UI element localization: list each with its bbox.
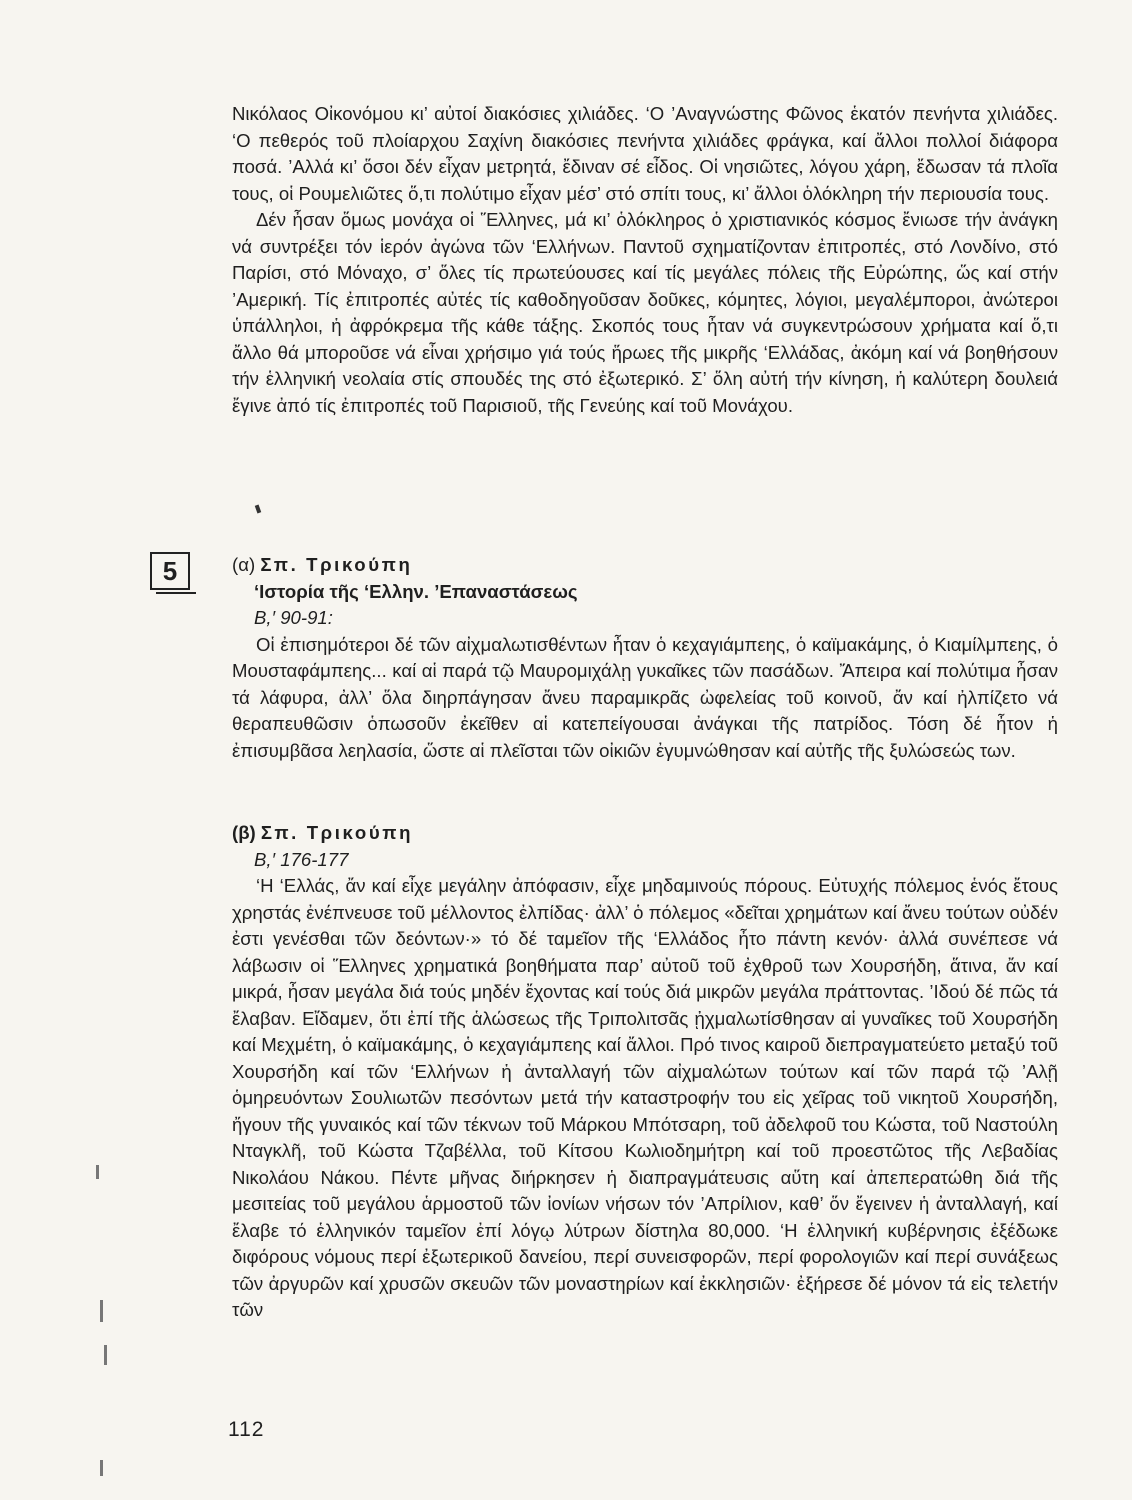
source-b-marker: (β) <box>232 822 256 843</box>
source-a-text: Οἱ ἐπισημότεροι δέ τῶν αἰχμαλωτισθέντων ἦταν ὁ κεχαγιάμπεης, ὁ καϊμακάμης, ὁ Κιαμίλμπεης, ὁ Μουσταφάμπεης... καί αἱ παρά τῷ Μαυρομιχάλῃ γυκαῖκες τῶν πασάδων. Ἄπειρα καί πολύτιμα ἦσαν τά λάφυρα, ἀλλ’ ὅλα διηρπάγησαν ἄνευ παραμικρᾶς ὠφελείας τοῦ κοινοῦ, ἄν καί ἠλπίζετο νά θεραπευθῶσιν ὁπωσοῦν ἐκεῖθεν αἱ κατεπείγουσαι ἀνάγκαι τῆς πατρίδος. Τόση δέ ἦτον ἡ ἐπισυμβᾶσα λεηλασία, ὥστε αἱ πλεῖσται τῶν οἰκιῶν ἐγυμνώθησαν καί αὐτῆς τῆς ξυλώσεώς των. <box>232 633 1058 761</box>
source-b-ref: Β,′ 176-177 <box>254 848 349 870</box>
intro-section <box>232 101 1058 419</box>
source-a-heading <box>232 552 1058 579</box>
source-a-marker: (α) <box>232 554 256 575</box>
source-b-text: ‘Η ‘Ελλάς, ἄν καί εἶχε μεγάλην ἀπόφασιν, εἶχε μηδαμινούς πόρους. Εὐτυχής πόλεμος ἑνός ἔτους χρηστάς ἐνέπνευσε τοῦ μέλλοντος ἐλπίδας· ἀλλ’ ὁ πόλεμος «δεῖται χρημάτων καί ἄνευ τούτων οὐδέν ἐστι γενέσθαι τῶν δεόντων·» τό δέ ταμεῖον τῆς ‘Ελλάδος ἦτο πάντη κενόν· ἀλλά συνέπεσε νά λάβωσιν οἱ Ἕλληνες χρηματικά βοηθήματα παρ’ αὐτοῦ τοῦ ἐχθροῦ των Χουρσήδη, ἅτινα, ἄν καί μικρά, ἦσαν μεγάλα διά τούς μηδέν ἔχοντας καί τούς διά μικρῶν μεγάλα πράττοντας. ’Ιδού δέ πῶς τά ἔλαβαν. Εἴδαμεν, ὅτι ἐπί τῆς ἁλώσεως τῆς Τριπολιτσᾶς ᾐχμαλωτίσθησαν αἱ γυναῖκες τοῦ Χουρσήδη καί Μεχμέτη, ὁ καϊμακάμης, ὁ κεχαγιάμπεης καί ἄλλοι. Πρό τινος καιροῦ διεπραγματεύετο μεταξύ τοῦ Χουρσήδη καί τῶν ‘Ελλήνων ἡ ἀνταλλαγή τῶν αἰχμαλώτων τούτων καί τῶν παρά τῷ ’Αλῇ ὁμηρευόντων Σουλιωτῶν πεσόντων μετά τήν καταστροφήν του εἰς χεῖρας τοῦ νικητοῦ Χουρσήδη, ἤγουν τῆς γυναικός καί τῶν τέκνων τοῦ Μάρκου Μπότσαρη, τοῦ ἀδελφοῦ του Κώστα, τοῦ Ναστούλη Νταγκλῆ, τοῦ Κώστα Τζαβέλλα, τοῦ Κίτσου Κωλιοδημήτρη καί τοῦ προεστῶτος τῆς Λεβαδίας Νικολάου Νάκου. Πέντε μῆνας διήρκησεν ἡ διαπραγμάτευσις αὕτη καί ἀπεπερατώθη διά τῆς μεσιτείας τοῦ μεγάλου ἁρμοστοῦ τῶν ἰονίων νήσων τόν ’Απρίλιον, καθ’ ὅν ἔγεινεν ἡ ἀνταλλαγή, καί ἔλαβε τό ἑλληνικόν ταμεῖον ἐπί λόγῳ λύτρων δίστηλα 80,000. ‘Η ἑλληνική κυβέρνησις ἐξέδωκε διφόρους νόμους περί ἐξωτερικοῦ δανείου, περί συνεισφορῶν, περί φορολογιῶν καί περί συνάξεως τῶν ἀργυρῶν καί χρυσῶν σκευῶν τῶν μοναστηρίων καί ἐκκλησιῶν· ἐξήρεσε δέ μόνον τά εἰς τελετήν τῶν <box>232 875 1058 1320</box>
source-a-author: Σπ. Τρικούπη <box>260 554 413 575</box>
intro-paragraph-1: Νικόλαος Οἰκονόμου κι’ αὐτοί διακόσιες χιλιάδες. ‘Ο ’Αναγνώστης Φῶνος ἑκατόν πενήντα χιλιάδες. ‘Ο πεθερός τοῦ πλοίαρχου Σαχίνη διακόσιες πενήντα χιλιάδες φράγκα, καί ἄλλοι πολλοί διάφορα ποσά. ’Αλλά κι’ ὅσοι δέν εἶχαν μετρητά, ἔδιναν σέ εἶδος. Οἱ νησιῶτες, λόγου χάρη, ἔδωσαν τά πλοῖα τους, οἱ Ρουμελιῶτες ὅ,τι πολύτιμο εἶχαν μέσ’ στό σπίτι τους, κι’ ἄλλοι ὁλόκληρη τήν περιουσία τους. <box>232 103 1058 204</box>
margin-speck <box>96 1165 99 1179</box>
stray-mark <box>255 505 261 514</box>
source-a-section <box>232 552 1058 764</box>
source-b-heading <box>232 820 1058 847</box>
margin-speck <box>104 1345 107 1365</box>
source-a-work: ‘Ιστορία τῆς ‘Ελλην. ’Επαναστάσεως <box>254 580 578 602</box>
intro-paragraph-2: Δέν ἦσαν ὅμως μονάχα οἱ Ἕλληνες, μά κι’ ὁλόκληρος ὁ χριστιανικός κόσμος ἔνιωσε τήν ἀνάγκη νά συντρέξει τόν ἱερόν ἀγώνα τῶν ‘Ελλήνων. Παντοῦ σχηματίζονταν ἐπιτροπές, στό Λονδίνο, στό Παρίσι, στό Μόναχο, σ’ ὅλες τίς πρωτεύουσες καί τίς μεγάλες πόλεις τῆς Εὐρώπης, ὥς καί στήν ’Αμερική. Τίς ἐπιτροπές αὐτές τίς καθοδηγοῦσαν δοῦκες, κόμητες, λόγιοι, μεγαλέμποροι, ἀνώτεροι ὑπάλληλοι, ἡ ἀφρόκρεμα τῆς κάθε τάξης. Σκοπός τους ἦταν νά συγκεντρώσουν χρήματα καί ὅ,τι ἄλλο θά μποροῦσε νά εἶναι χρήσιμο γιά τούς ἥρωες τῆς μικρῆς ‘Ελλάδας, ἀκόμη καί νά βοηθήσουν τήν ἑλληνική νεολαία στίς σπουδές της στό ἐξωτερικό. Σ’ ὅλη αὐτή τήν κίνηση, ἡ καλύτερη δουλειά ἔγινε ἀπό τίς ἐπιτροπές τοῦ Παρισιοῦ, τῆς Γενεύης καί τοῦ Μονάχου. <box>232 209 1058 416</box>
margin-speck <box>100 1460 103 1476</box>
page-number: 112 <box>228 1418 265 1441</box>
margin-speck <box>100 1300 103 1322</box>
source-b-author: Σπ. Τρικούπη <box>260 822 414 843</box>
section-number-box: 5 <box>150 552 190 590</box>
source-b-section <box>232 820 1058 1324</box>
source-a-ref: Β,′ 90-91: <box>254 607 333 628</box>
